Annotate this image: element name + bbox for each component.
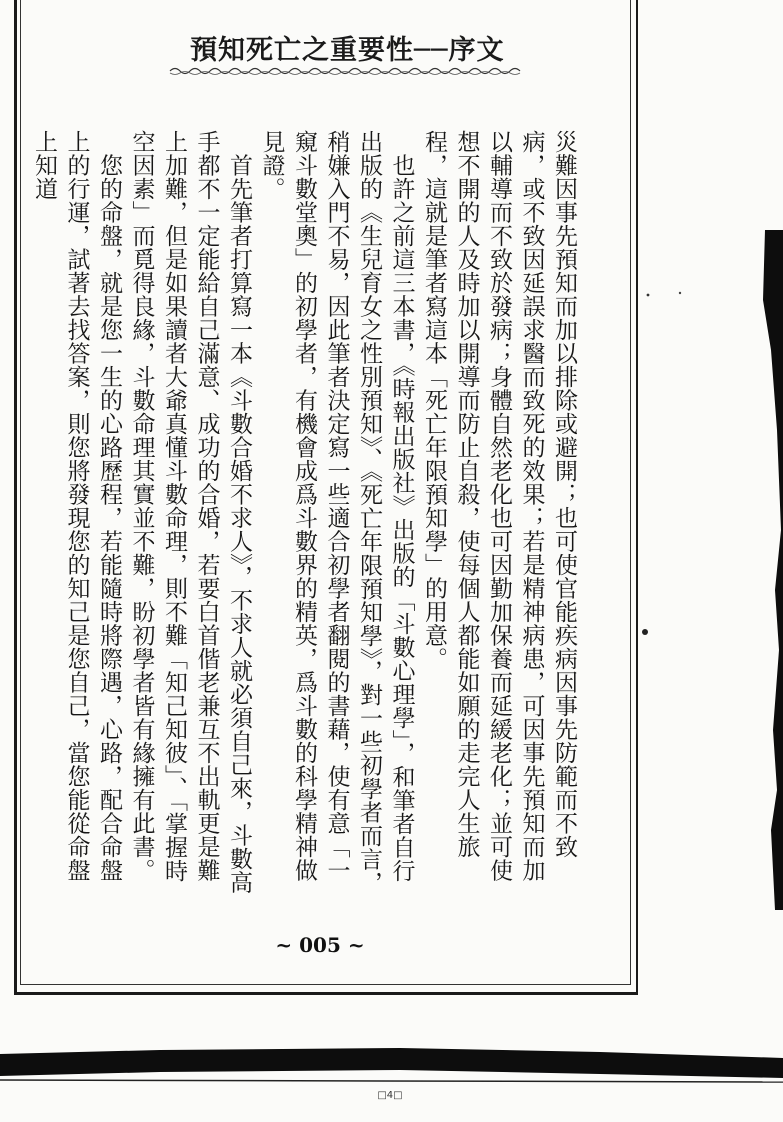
page-title: 預知死亡之重要性──序文 [190, 35, 505, 66]
scan-edge-shadow [735, 230, 783, 910]
page-number: ~ 005 ~ [275, 933, 365, 957]
paragraph-1: 災難因事先預知而加以排除或避開；也可使官能疾病因事先防範而不致病，或不致因延誤求醫而致死的效果；若是精神病患，可因事先預知而加以輔導而不致於發病；身體自然老化也可因勤加保養而延緩老化；並可使想不開的人及時加以開導而防止自殺，使每個人都能如願的走完人生旅程，這就是筆者寫這本「死亡年限預知學」的用意。 [421, 130, 577, 882]
paragraph-2: 也許之前這三本書，《時報出版社》出版的「斗數心理學」，和筆者自行出版的《生兒育女之性別預知》、《死亡年限預知學》，對一些初學者而言，稍嫌入門不易，因此筆者決定寫一些適合初學者翻閱的書藉，使有意「一窺斗數堂奧」的初學者，有機會成爲斗數界的精英，爲斗數的科學精神做見證。 [258, 130, 415, 895]
paragraph-3: 首先筆者打算寫一本《斗數合婚不求人》，不求人就必須自己來，斗數高手都不一定能給自己滿意、成功的合婚，若要白首偕老兼互不出軌更是難上加難，但是如果讀者大爺真懂斗數命理，則不難「知己知彼」、「掌握時空因素」而覓得良緣，斗數命理其實並不難，盼初學者皆有緣擁有此書。 [128, 130, 252, 894]
scan-bottom-bar [0, 1040, 783, 1092]
title-ornament [170, 64, 520, 78]
scan-smudge [640, 285, 700, 305]
footer-mark: □4□ [377, 1090, 403, 1101]
paragraph-4: 您的命盤，就是您一生的心路歷程，若能隨時將際遇，心路，配合命盤上的行運，試著去找答案，則您將發現您的知己是您自己，當您能從命盤上知道 [31, 130, 122, 882]
body-text-vertical [31, 130, 580, 900]
